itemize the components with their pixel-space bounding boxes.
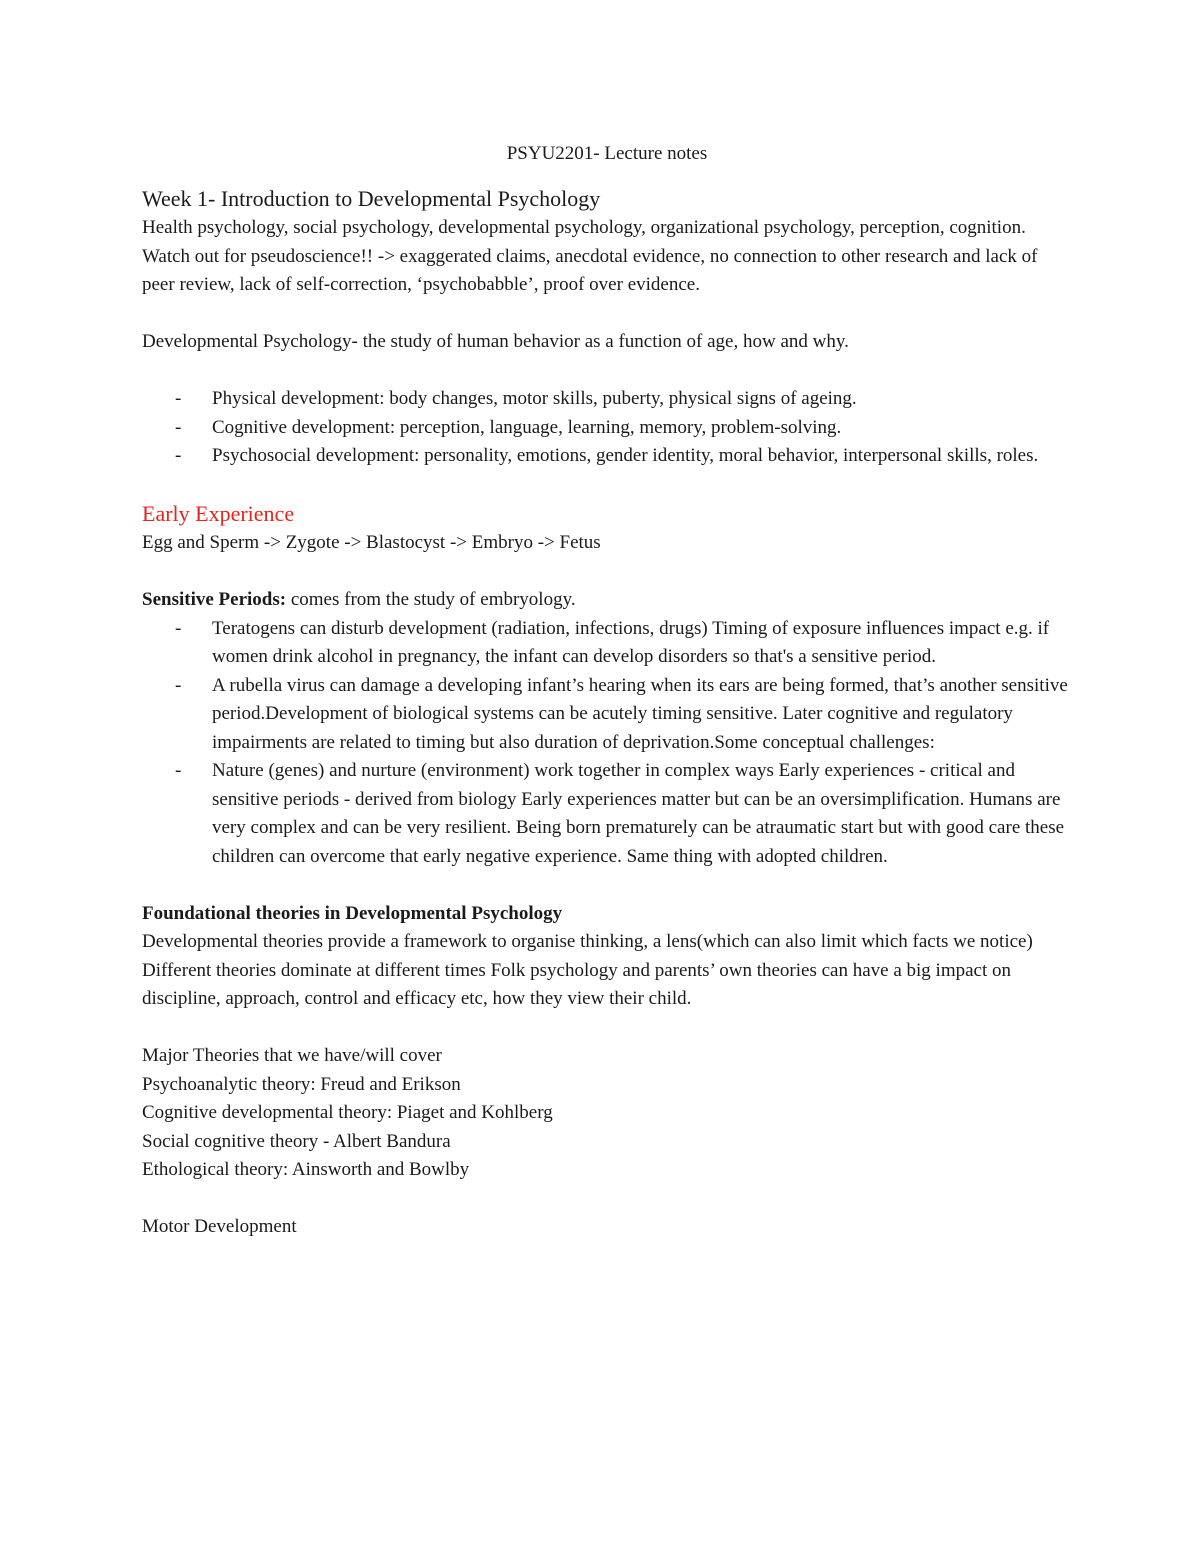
development-sequence: Egg and Sperm -> Zygote -> Blastocyst -> Embryo -> Fetus: [142, 532, 601, 553]
intro-fields-paragraph: Health psychology, social psychology, developmental psychology, organizational psychology, perception, cognition.: [142, 217, 1026, 238]
list-item: [142, 615, 1072, 672]
theory-line: Ethological theory: Ainsworth and Bowlby: [142, 1159, 470, 1180]
theory-line: Psychoanalytic theory: Freud and Erikson: [142, 1073, 461, 1095]
list-item: [142, 385, 1072, 414]
list-item-text: Teratogens can disturb development (radiation, infections, drugs) Timing of exposure influences impact e.g. if women drink alcohol in pregnancy, the infant can develop disorders so that's a sensitive period.: [212, 617, 1050, 667]
dash-bullet: -: [175, 445, 182, 466]
sensitive-periods-text: comes from the study of embryology.: [286, 589, 576, 610]
pseudoscience-paragraph: Watch out for pseudoscience!! -> exaggerated claims, anecdotal evidence, no connection to other research and lack of peer review, lack of self-correction, ‘psychobabble’, proof over evidence.: [142, 245, 1038, 295]
list-item: [142, 672, 1072, 758]
early-experience-heading: Early Experience: [142, 501, 295, 526]
sensitive-periods-label: Sensitive Periods:: [142, 589, 287, 610]
foundational-paragraph: Developmental theories provide a framework to organise thinking, a lens(which can also limit which facts we notice) Different theories dominate at different times Folk psychology and parents’ own theories can have a big impact on discipline, approach, control and efficacy etc, how they view their child.: [142, 931, 1033, 1009]
list-item-text: Physical development: body changes, motor skills, puberty, physical signs of ageing.: [212, 388, 857, 409]
document-title: PSYU2201- Lecture notes: [506, 143, 708, 164]
document-page: [142, 140, 1072, 1242]
week-heading: Week 1- Introduction to Developmental Psychology: [142, 186, 601, 211]
dash-bullet: -: [175, 617, 182, 639]
sensitive-periods-paragraph: [142, 586, 1072, 615]
sensitive-periods-list: [142, 615, 1072, 872]
foundational-heading: [142, 900, 1072, 929]
motor-development-heading: Motor Development: [142, 1216, 297, 1237]
dash-bullet: -: [175, 388, 182, 409]
list-item-text: Cognitive development: perception, language, learning, memory, problem-solving.: [212, 416, 842, 438]
list-item: [142, 442, 1072, 471]
definition-paragraph: Developmental Psychology- the study of human behavior as a function of age, how and why.: [142, 331, 849, 352]
theory-line: Social cognitive theory - Albert Bandura: [142, 1130, 451, 1152]
list-item-text: A rubella virus can damage a developing infant’s hearing when its ears are being formed, that’s another sensitive period.Development of biological systems can be acutely timing sensitive. Later cognitive and regulatory impairments are related to timing but also duration of deprivation.Some conceptual challenges:: [212, 674, 1068, 753]
dash-bullet: -: [175, 674, 182, 696]
foundational-heading-text: Foundational theories in Developmental Psychology: [142, 902, 563, 924]
development-list: [142, 385, 1072, 471]
list-item: [142, 757, 1072, 871]
major-theories-intro: Major Theories that we have/will cover: [142, 1045, 442, 1066]
dash-bullet: -: [175, 760, 182, 781]
list-item: [142, 414, 1072, 443]
list-item-text: Psychosocial development: personality, emotions, gender identity, moral behavior, interpersonal skills, roles.: [212, 445, 1039, 466]
dash-bullet: -: [175, 416, 182, 438]
list-item-text: Nature (genes) and nurture (environment) work together in complex ways Early experiences - critical and sensitive periods - derived from biology Early experiences matter but can be an oversimplification. Humans are very complex and can be very resilient. Being born prematurely can be atraumatic start but with good care these children can overcome that early negative experience. Same thing with adopted children.: [212, 760, 1065, 867]
theory-line: Cognitive developmental theory: Piaget and Kohlberg: [142, 1102, 553, 1123]
